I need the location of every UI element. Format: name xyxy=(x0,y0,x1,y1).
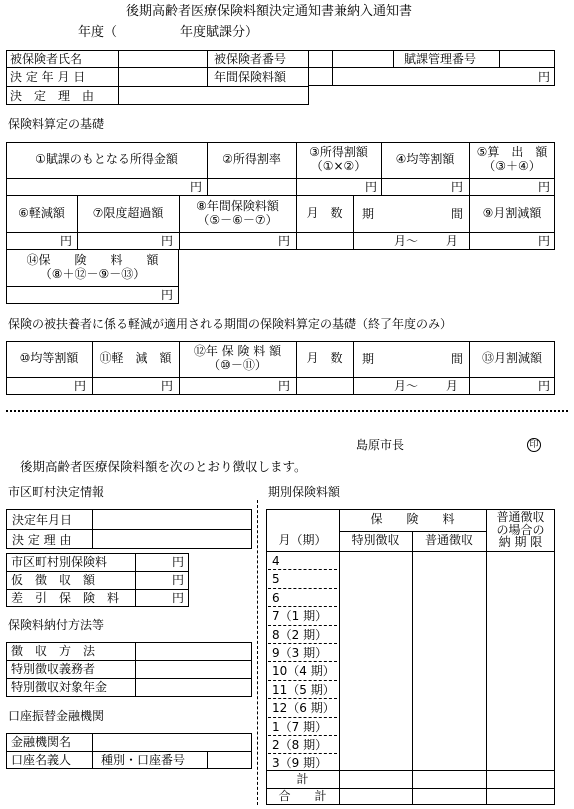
institution-label: 金融機関名 xyxy=(11,735,72,749)
dep-period-value: 月～ 月 xyxy=(394,379,458,393)
account-type-number-label: 種別・口座番号 xyxy=(101,753,186,767)
header-period-b: 間 xyxy=(451,207,464,221)
header-period-a: 期 xyxy=(362,207,375,221)
annual-premium-label: 年間保険料額 xyxy=(214,70,287,84)
header-annual-premium: ⑧年間保険料額 （⑤－⑥－⑦） xyxy=(196,199,279,227)
insured-number-label: 被保険者番号 xyxy=(214,52,287,66)
yen-unit: 円 xyxy=(451,180,464,194)
header-limit-excess: ⑦限度超過額 xyxy=(92,206,164,221)
decision-date-label: 決 定 年 月 日 xyxy=(10,70,86,84)
header-calculated-amount: ⑤算 出 額 （③＋④） xyxy=(476,145,548,173)
yen-unit: 円 xyxy=(172,573,185,587)
yen-unit: 円 xyxy=(278,379,291,393)
month-row: 10（4 期） xyxy=(272,664,335,678)
notice-text: 後期高齢者医療保険料額を次のとおり徴収します。 xyxy=(20,459,307,474)
month-header: 月（期） xyxy=(278,533,327,548)
municipal-premium-label: 市区町村別保険料 xyxy=(11,555,108,569)
special-pension-label: 特別徴収対象年金 xyxy=(11,680,108,694)
header-months: 月 数 xyxy=(306,206,343,221)
mayor-label: 島原市長 xyxy=(356,438,405,452)
account-holder-label: 口座名義人 xyxy=(11,753,72,767)
month-row: 3（9 期） xyxy=(272,756,328,770)
municipal-heading: 市区町村決定情報 xyxy=(8,485,105,499)
normal-collection-header: 普通徴収 xyxy=(424,533,473,548)
year-prefix: 年度（ xyxy=(78,25,118,40)
insured-name-label: 被保険者氏名 xyxy=(10,52,83,66)
installments-heading: 期別保険料額 xyxy=(268,485,341,499)
header-monthly-reduction: ⑨月割減額 xyxy=(482,206,542,221)
bank-heading: 口座振替金融機関 xyxy=(8,709,105,723)
premium-header: 保 険 料 xyxy=(370,512,455,527)
document-title: 後期高齢者医療保険料額決定通知書兼納入通知書 xyxy=(126,4,413,19)
yen-unit: 円 xyxy=(172,591,185,605)
header-dep-period-a: 期 xyxy=(362,352,375,366)
month-row: 1（7 期） xyxy=(272,720,328,734)
yen-unit: 円 xyxy=(278,234,291,248)
header-income-levy: ③所得割額 （①×②） xyxy=(309,145,368,173)
yen-unit: 円 xyxy=(60,234,73,248)
yen-unit: 円 xyxy=(74,379,87,393)
header-dep-annual: ⑫年 保 険 料 額 （⑩－⑪） xyxy=(193,344,282,372)
assessment-mgmt-label: 賦課管理番号 xyxy=(404,52,477,66)
yen-unit: 円 xyxy=(172,555,185,569)
header-taxable-income: ①賦課のもとなる所得金額 xyxy=(35,152,178,167)
perforation-line xyxy=(6,410,568,412)
total-label: 合 計 xyxy=(278,789,327,804)
month-row: 2（8 期） xyxy=(272,738,328,752)
yen-unit: 円 xyxy=(161,234,174,248)
special-collector-label: 特別徴収義務者 xyxy=(11,662,96,676)
year-suffix: 年度賦課分） xyxy=(180,25,259,40)
period-value: 月～ 月 xyxy=(394,234,458,248)
header-dep-reduction: ⑪軽 減 額 xyxy=(99,351,172,366)
deadline-header: 普通徴収 の場合の 納 期 限 xyxy=(496,510,545,550)
net-premium-label: 差 引 保 険 料 xyxy=(11,591,120,605)
municipal-decision-reason: 決 定 理 由 xyxy=(12,533,72,547)
header-reduction: ⑥軽減額 xyxy=(18,206,65,221)
header-dep-period-b: 間 xyxy=(451,352,464,366)
month-row: 12（6 期） xyxy=(272,701,335,715)
yen-unit: 円 xyxy=(538,234,551,248)
month-row: 11（5 期） xyxy=(272,683,335,697)
seal-mark: 印 xyxy=(527,438,541,452)
month-row: 7（1 期） xyxy=(272,609,328,623)
decision-reason-label: 決 定 理 由 xyxy=(10,89,95,103)
yen-unit: 円 xyxy=(161,379,174,393)
month-row: 5 xyxy=(272,572,280,586)
column-separator xyxy=(257,500,258,805)
header-dep-months: 月 数 xyxy=(306,351,343,366)
yen-unit: 円 xyxy=(365,180,378,194)
header-per-capita: ④均等割額 xyxy=(395,152,455,167)
month-row: 4 xyxy=(272,554,280,568)
municipal-decision-date: 決定年月日 xyxy=(12,513,73,527)
yen-unit: 円 xyxy=(538,379,551,393)
collection-method-label: 徴 収 方 法 xyxy=(11,644,96,658)
header-income-rate: ②所得割率 xyxy=(222,152,281,167)
subtotal-label: 計 xyxy=(296,771,309,786)
month-row: 8（2 期） xyxy=(272,628,328,642)
dependent-heading: 保険の被扶養者に係る軽減が適用される期間の保険料算定の基礎（終了年度のみ） xyxy=(8,317,453,331)
header-dep-monthly: ⑬月割減額 xyxy=(481,351,542,366)
special-collection-header: 特別徴収 xyxy=(351,533,400,548)
yen-unit: 円 xyxy=(190,180,203,194)
yen-unit: 円 xyxy=(161,288,174,302)
header-dep-per-capita: ⑩均等割額 xyxy=(19,351,79,366)
header-premium-total: ⑭保 険 料 額 （⑧＋⑫－⑨－⑬） xyxy=(26,253,159,281)
payment-method-heading: 保険料納付方法等 xyxy=(8,618,105,632)
provisional-collection-label: 仮 徴 収 額 xyxy=(11,573,96,587)
yen-unit: 円 xyxy=(538,70,551,84)
basis-heading: 保険料算定の基礎 xyxy=(8,117,105,131)
month-row: 9（3 期） xyxy=(272,646,328,660)
month-row: 6 xyxy=(272,591,280,605)
yen-unit: 円 xyxy=(538,180,551,194)
